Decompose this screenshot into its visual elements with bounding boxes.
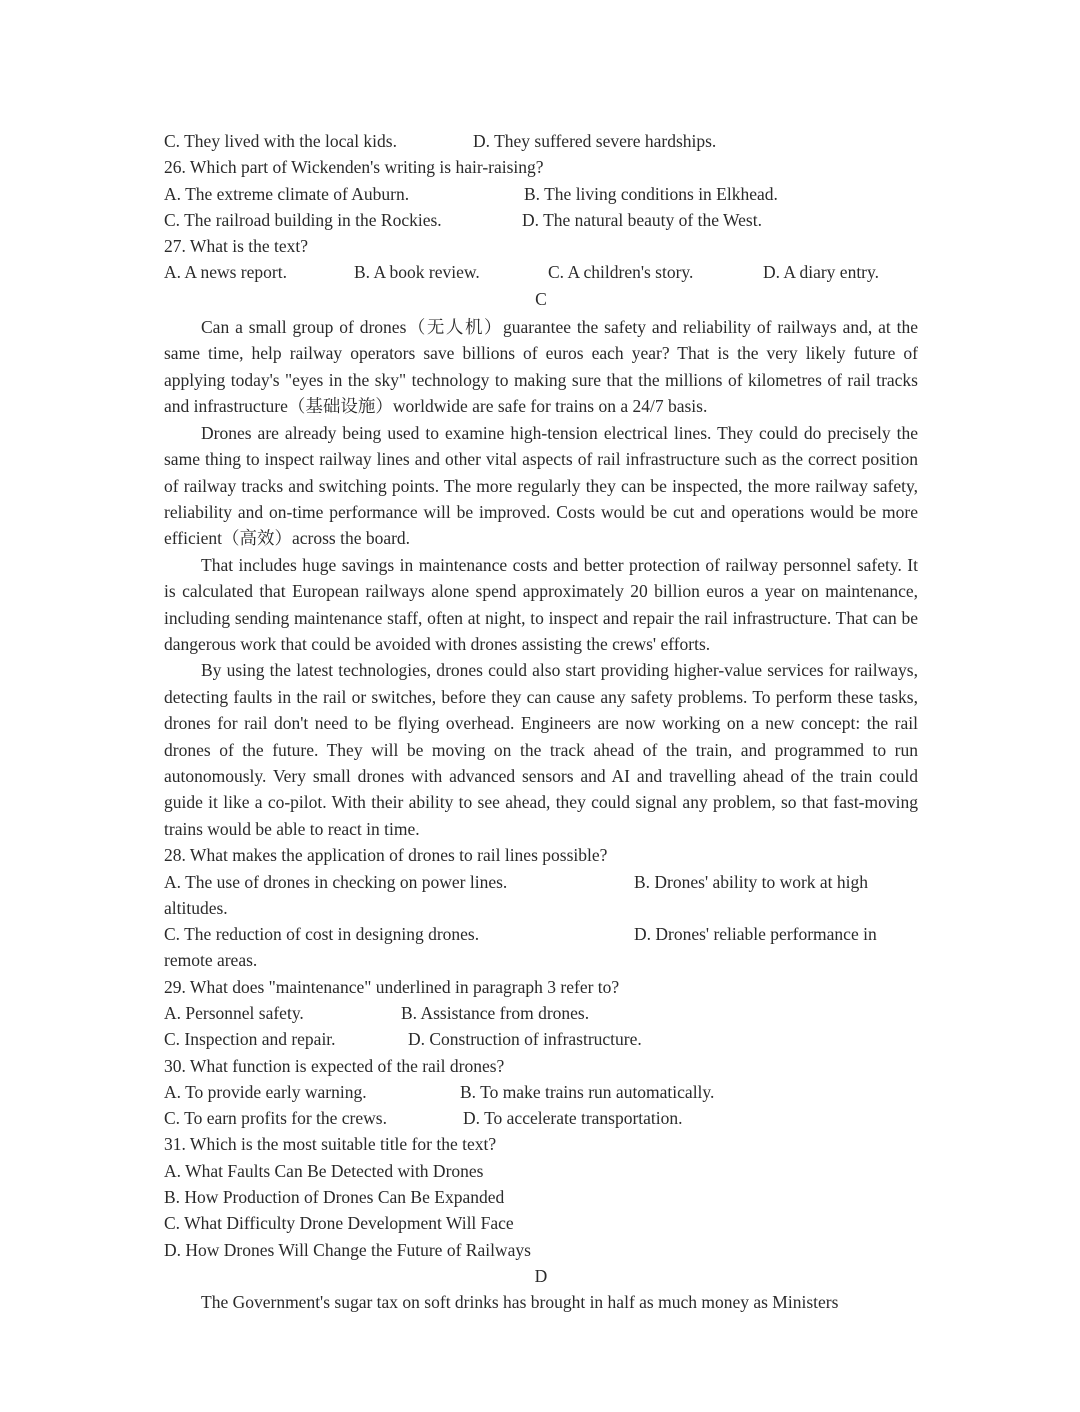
q29-options-cd <box>164 1026 918 1052</box>
section-c-heading: C <box>535 288 547 309</box>
q26-option-b: B. The living conditions in Elkhead. <box>524 183 778 204</box>
q27-option-c: C. A children's story. <box>548 262 694 283</box>
q29-stem: 29. What does "maintenance" underlined in paragraph 3 refer to? <box>164 976 620 997</box>
q28-option-c: C. The reduction of cost in designing drones. <box>164 924 480 945</box>
q27-options <box>164 259 918 285</box>
q28-options-ab-wrap <box>164 869 918 922</box>
q28-option-a: A. The use of drones in checking on power lines. <box>164 871 508 892</box>
q29-option-a: A. Personnel safety. <box>164 1002 304 1023</box>
q25-options-cd <box>164 128 918 154</box>
q30-options-ab <box>164 1079 918 1105</box>
q30-stem: 30. What function is expected of the rail drones? <box>164 1055 505 1076</box>
section-c-paragraph-2: Drones are already being used to examine high-tension electrical lines. They could do precisely the same thing to inspect railway lines and other vital aspects of rail infrastructure such as the correct position of railway tracks and switching points. The more regularly they can be inspected, the more railway safety, reliability and on-time performance will be improved. Costs would be cut and operations would be more efficient（高效）across the board. <box>164 422 918 549</box>
q28-stem: 28. What makes the application of drones to rail lines possible? <box>164 845 608 866</box>
q26-options-ab <box>164 181 918 207</box>
q25-option-c: C. They lived with the local kids. <box>164 131 397 151</box>
q27-stem: 27. What is the text? <box>164 236 309 257</box>
section-c-paragraph-4: By using the latest technologies, drones could also start providing higher-value services for railways, detecting faults in the rail or switches, before they can cause any safety problems. To perform these tasks, drones for rail don't need to be flying overhead. Engineers are now working on a new concept: the rail drones of the future. They will be moving on the track ahead of the train, and programmed to run autonomously. Very small drones with advanced sensors and AI and travelling ahead of the train could guide it like a co-pilot. With their ability to see ahead, they could signal any problem, so that fast-moving trains would be able to react in time. <box>164 660 918 839</box>
q30-option-d: D. To accelerate transportation. <box>463 1108 683 1129</box>
q31-option-c: C. What Difficulty Drone Development Will Face <box>164 1213 514 1234</box>
q30-options-cd <box>164 1105 918 1131</box>
section-d-heading: D <box>534 1265 548 1286</box>
q31-option-b: B. How Production of Drones Can Be Expanded <box>164 1187 505 1208</box>
q29-options-ab <box>164 1000 918 1026</box>
q30-option-b: B. To make trains run automatically. <box>460 1081 715 1102</box>
q31-option-a: A. What Faults Can Be Detected with Drones <box>164 1160 484 1181</box>
q31-stem: 31. Which is the most suitable title for the text? <box>164 1134 497 1155</box>
q28-option-b: B. Drones' ability to work at high altitudes. <box>164 871 869 918</box>
section-c-paragraph-3: That includes huge savings in maintenance costs and better protection of railway personnel safety. It is calculated that European railways alone spend approximately 20 billion euros a year on maintenance, including sending maintenance staff, often at night, to inspect and repair the rail infrastructure. That can be dangerous work that could be avoided with drones assisting the crews' efforts. <box>164 554 918 654</box>
section-c-paragraph-1: Can a small group of drones（无人机）guarantee the safety and reliability of railways and, at the same time, help railway operators save billions of euros each year? That is the very likely future of applying today's "eyes in the sky" technology to making sure that the millions of kilometres of rail tracks and infrastructure（基础设施）worldwide are safe for trains on a 24/7 basis. <box>164 317 918 417</box>
q26-options-cd <box>164 207 918 233</box>
q27-option-b: B. A book review. <box>354 262 480 283</box>
q31-option-d: D. How Drones Will Change the Future of Railways <box>164 1239 531 1260</box>
q27-option-d: D. A diary entry. <box>763 262 879 283</box>
q25-option-d: D. They suffered severe hardships. <box>473 131 717 151</box>
q26-option-a: A. The extreme climate of Auburn. <box>164 183 410 204</box>
q28-options-cd <box>164 921 918 974</box>
q26-stem: 26. Which part of Wickenden's writing is hair-raising? <box>164 157 544 178</box>
q26-option-c: C. The railroad building in the Rockies. <box>164 209 442 230</box>
q29-option-b: B. Assistance from drones. <box>401 1002 590 1023</box>
q29-option-d: D. Construction of infrastructure. <box>408 1029 642 1050</box>
q28-option-d: D. Drones' reliable performance in remote areas. <box>164 924 877 971</box>
q26-option-d: D. The natural beauty of the West. <box>522 209 762 230</box>
q29-option-c: C. Inspection and repair. <box>164 1029 336 1050</box>
q30-option-c: C. To earn profits for the crews. <box>164 1108 387 1129</box>
section-d-paragraph-1: The Government's sugar tax on soft drinks has brought in half as much money as Ministers <box>201 1292 839 1313</box>
q27-option-a: A. A news report. <box>164 262 287 283</box>
page-content <box>164 128 918 1316</box>
q30-option-a: A. To provide early warning. <box>164 1081 367 1102</box>
